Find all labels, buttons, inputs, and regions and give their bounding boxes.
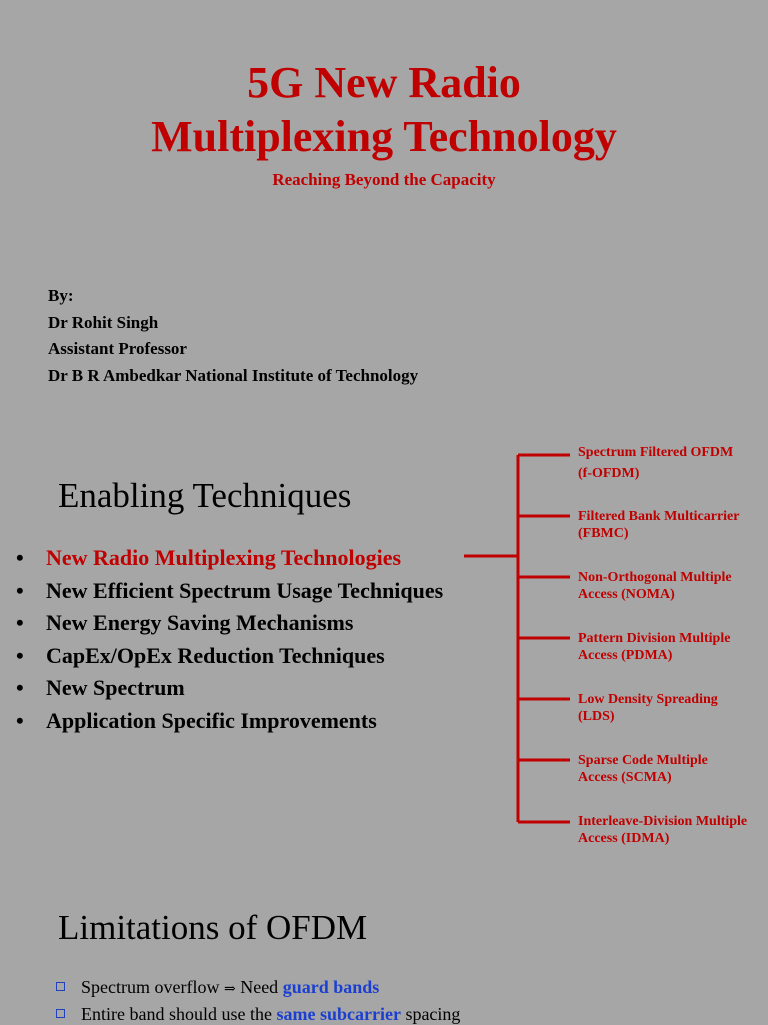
list-item: • CapEx/OpEx Reduction Techniques <box>16 640 443 673</box>
title-line-1: 5G New Radio <box>247 58 521 107</box>
author-name: Dr Rohit Singh <box>48 313 159 332</box>
list-item: • Application Specific Improvements <box>16 705 443 738</box>
list-item: • New Radio Multiplexing Technologies <box>16 542 443 575</box>
list-item: Entire band should use the same subcarrier spacing <box>56 1004 460 1025</box>
tree-item-pdma: Pattern Division Multiple Access (PDMA) <box>578 631 731 663</box>
title-line-2: Multiplexing Technology <box>151 112 617 161</box>
list-item: • New Energy Saving Mechanisms <box>16 607 443 640</box>
arrow-icon: ⇒ <box>223 982 236 997</box>
bullet-icon: • <box>16 610 24 635</box>
bullet-icon: • <box>16 707 24 733</box>
tree-item-fbmc: Filtered Bank Multicarrier (FBMC) <box>578 509 740 541</box>
bullet-icon: • <box>16 577 24 603</box>
author-position: Assistant Professor <box>48 339 187 358</box>
author-institute: Dr B R Ambedkar National Institute of Technology <box>48 366 419 385</box>
tree-item-scma: Sparse Code Multiple Access (SCMA) <box>578 753 708 785</box>
tree-item-lds: Low Density Spreading (LDS) <box>578 692 718 724</box>
bullet-icon: • <box>16 675 24 700</box>
subtitle: Reaching Beyond the Capacity <box>272 170 496 189</box>
bullet-icon: • <box>16 642 24 668</box>
tree-item-idma: Interleave-Division Multiple Access (IDMA) <box>578 814 748 846</box>
tree-item-fofdm: Spectrum Filtered OFDM (f-OFDM) <box>578 445 734 481</box>
enabling-heading: Enabling Techniques <box>58 476 352 515</box>
square-bullet-icon <box>56 1009 65 1018</box>
square-bullet-icon <box>56 982 65 991</box>
list-item: • New Spectrum <box>16 672 443 705</box>
list-item: • New Efficient Spectrum Usage Techniques <box>16 575 443 608</box>
list-item: Spectrum overflow ⇒ Need guard bands <box>56 977 379 998</box>
limitations-heading: Limitations of OFDM <box>58 908 368 947</box>
bullet-icon: • <box>16 545 24 570</box>
tree-item-noma: Non-Orthogonal Multiple Access (NOMA) <box>578 570 732 602</box>
author-by: By: <box>48 286 74 305</box>
